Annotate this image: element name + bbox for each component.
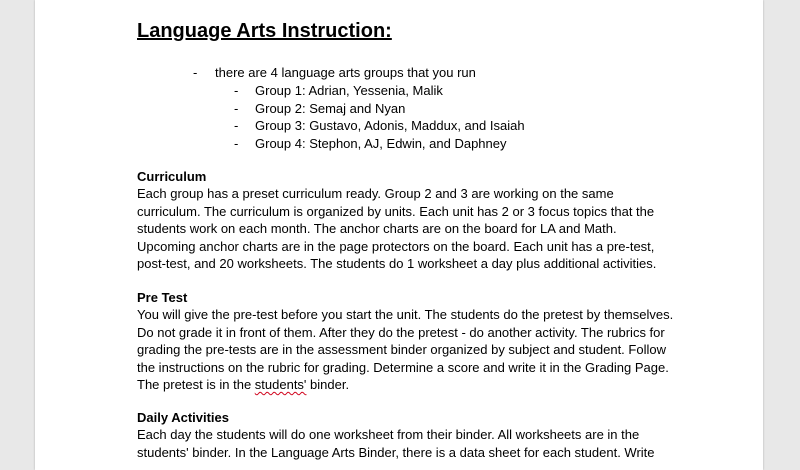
group-text: Group 2: Semaj and Nyan <box>255 100 406 116</box>
line-text: binder. <box>306 377 350 393</box>
bullet-dash: - <box>193 65 198 80</box>
curriculum-section <box>137 168 677 272</box>
bullet-dash: - <box>234 83 239 98</box>
daily-activities-section <box>137 409 677 461</box>
daily-activities-heading: Daily Activities <box>137 410 230 425</box>
paragraph-line: You will give the pre-test before you start the unit. The students do the pretest by themselves. <box>137 307 674 323</box>
line-text: The pretest is in the <box>137 377 255 393</box>
document-title: Language Arts Instruction: <box>137 20 392 42</box>
group-item <box>234 135 507 152</box>
paragraph-line: post-test, and 20 worksheets. The students do 1 worksheet a day plus additional activities. <box>137 256 657 272</box>
intro-bullet <box>193 64 476 81</box>
group-text: Group 3: Gustavo, Adonis, Maddux, and Isaiah <box>255 118 525 133</box>
paragraph-line: curriculum. The curriculum is organized by units. Each unit has 2 or 3 focus topics that the <box>137 203 655 219</box>
paragraph-line: grading the pre-tests are in the assessment binder organized by subject and student. Follow <box>137 342 666 358</box>
curriculum-heading: Curriculum <box>137 169 207 184</box>
group-item <box>234 100 406 117</box>
paragraph-line: Do not grade it in front of them. After they do the pretest - do another activity. The rubrics for <box>137 324 665 340</box>
intro-bullet-text: there are 4 language arts groups that you run <box>215 65 476 80</box>
bullet-dash: - <box>234 118 239 133</box>
bullet-dash: - <box>234 100 239 116</box>
curriculum-paragraph <box>137 185 677 272</box>
paragraph-line-last <box>137 376 677 393</box>
paragraph-line: Upcoming anchor charts are in the page protectors on the board. Each unit has a pre-test, <box>137 238 655 254</box>
paragraph-line: Each group has a preset curriculum ready. Group 2 and 3 are working on the same <box>137 186 614 202</box>
group-item <box>234 82 443 99</box>
spellcheck-flagged-word[interactable]: students' <box>254 377 307 393</box>
group-text: Group 1: Adrian, Yessenia, Malik <box>255 83 443 98</box>
paragraph-line: students' binder. In the Language Arts Binder, there is a data sheet for each student. Write <box>137 444 655 460</box>
bullet-dash: - <box>234 135 239 151</box>
document-page[interactable] <box>35 0 763 470</box>
pretest-heading: Pre Test <box>137 290 188 305</box>
group-item <box>234 117 525 134</box>
pretest-section <box>137 289 677 393</box>
pretest-paragraph <box>137 306 677 393</box>
paragraph-line: students work on each month. The anchor charts are on the board for LA and Math. <box>137 221 617 237</box>
paragraph-line: the instructions on the rubric for grading. Determine a score and write it in the Grading Page. <box>137 359 669 375</box>
group-text: Group 4: Stephon, AJ, Edwin, and Daphney <box>255 135 507 151</box>
daily-activities-paragraph <box>137 426 677 461</box>
paragraph-line: Each day the students will do one worksheet from their binder. All worksheets are in the <box>137 427 640 443</box>
